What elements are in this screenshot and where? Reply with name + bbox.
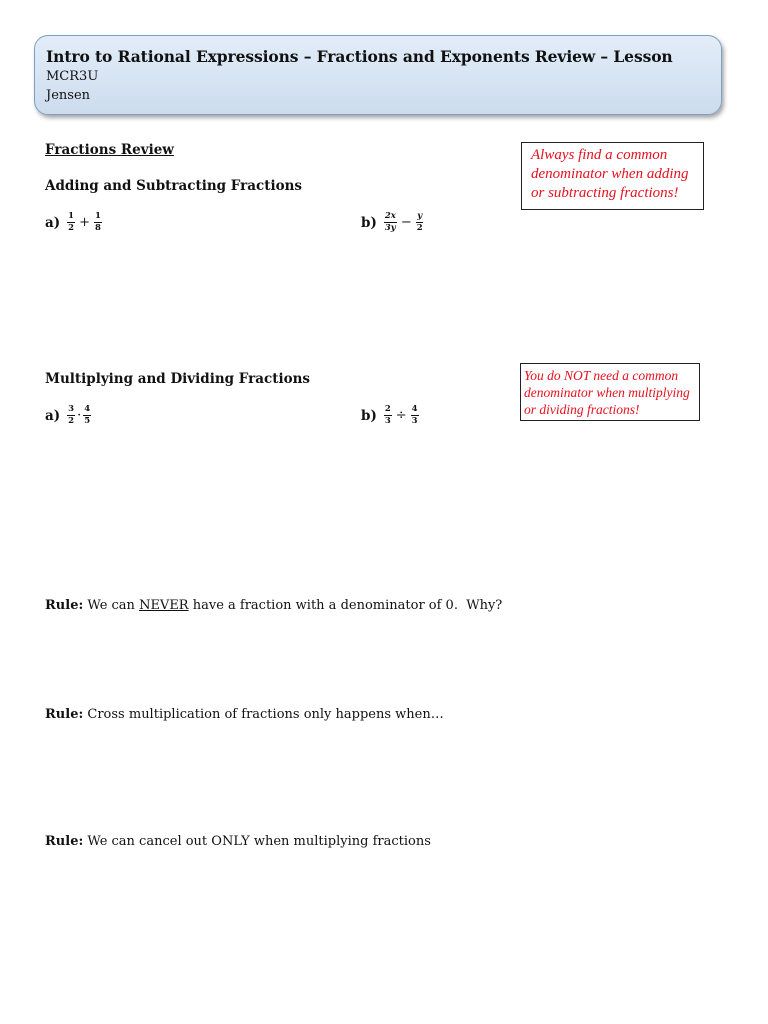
rule-text: We can [83, 598, 140, 613]
problem-add-a [45, 212, 103, 233]
rule-label: Rule: [45, 707, 84, 722]
no-common-denominator-note [520, 363, 700, 421]
rule-text: have a fraction with a denominator of 0. Why? [188, 598, 503, 613]
multiplying-dividing-heading: Multiplying and Dividing Fractions [45, 371, 310, 387]
rule-cross-multiplication [45, 707, 444, 722]
fraction [67, 405, 75, 426]
operator: + [79, 215, 90, 230]
course-code: MCR3U [46, 69, 99, 84]
denominator: 3y [384, 223, 396, 233]
rule-cancel-out [45, 834, 431, 849]
problem-label: b) [361, 407, 377, 424]
fraction [67, 212, 75, 233]
problem-add-b [361, 212, 425, 233]
rule-text: Cross multiplication of fractions only happens when… [83, 707, 444, 722]
numerator: 4 [84, 404, 91, 414]
operator: − [400, 215, 412, 230]
problem-label: b) [361, 214, 377, 231]
note-line: denominator when multiplying [524, 385, 690, 400]
rule-denominator-zero [45, 598, 502, 613]
denominator: 8 [94, 223, 101, 233]
fraction [94, 212, 102, 233]
fraction [416, 212, 424, 233]
problem-label: a) [45, 407, 61, 424]
rule-label: Rule: [45, 834, 84, 849]
denominator: 2 [68, 416, 75, 426]
rule-emphasis: NEVER [139, 598, 189, 613]
fraction [384, 212, 397, 233]
rule-label: Rule: [45, 598, 84, 613]
teacher-name: Jensen [46, 88, 91, 103]
numerator: 2 [384, 404, 391, 414]
note-line: You do NOT need a common [524, 368, 679, 383]
numerator: 1 [68, 211, 75, 221]
adding-subtracting-heading: Adding and Subtracting Fractions [45, 178, 302, 194]
note-line: Always find a common [531, 147, 668, 163]
numerator: 2x [384, 211, 396, 221]
fraction [411, 405, 419, 426]
operator: ÷ [395, 408, 407, 423]
denominator: 5 [84, 416, 91, 426]
problem-mult-b [361, 405, 420, 426]
numerator: 1 [94, 211, 101, 221]
denominator: 2 [416, 223, 423, 233]
denominator: 2 [68, 223, 75, 233]
denominator: 3 [411, 416, 418, 426]
problem-label: a) [45, 214, 61, 231]
common-denominator-note [521, 142, 704, 210]
rule-text: We can cancel out ONLY when multiplying fractions [83, 834, 431, 849]
page-title: Intro to Rational Expressions – Fractions and Exponents Review – Lesson [46, 47, 673, 66]
denominator: 3 [384, 416, 391, 426]
note-line: or dividing fractions! [524, 402, 640, 417]
numerator: y [417, 211, 423, 221]
fractions-review-heading: Fractions Review [45, 142, 174, 158]
note-line: or subtracting fractions! [531, 185, 679, 201]
numerator: 4 [411, 404, 418, 414]
numerator: 3 [68, 404, 75, 414]
header-box [34, 35, 722, 115]
note-line: denominator when adding [531, 166, 689, 182]
operator: · [77, 408, 82, 423]
fraction [83, 405, 91, 426]
fraction [384, 405, 392, 426]
problem-mult-a [45, 405, 92, 426]
